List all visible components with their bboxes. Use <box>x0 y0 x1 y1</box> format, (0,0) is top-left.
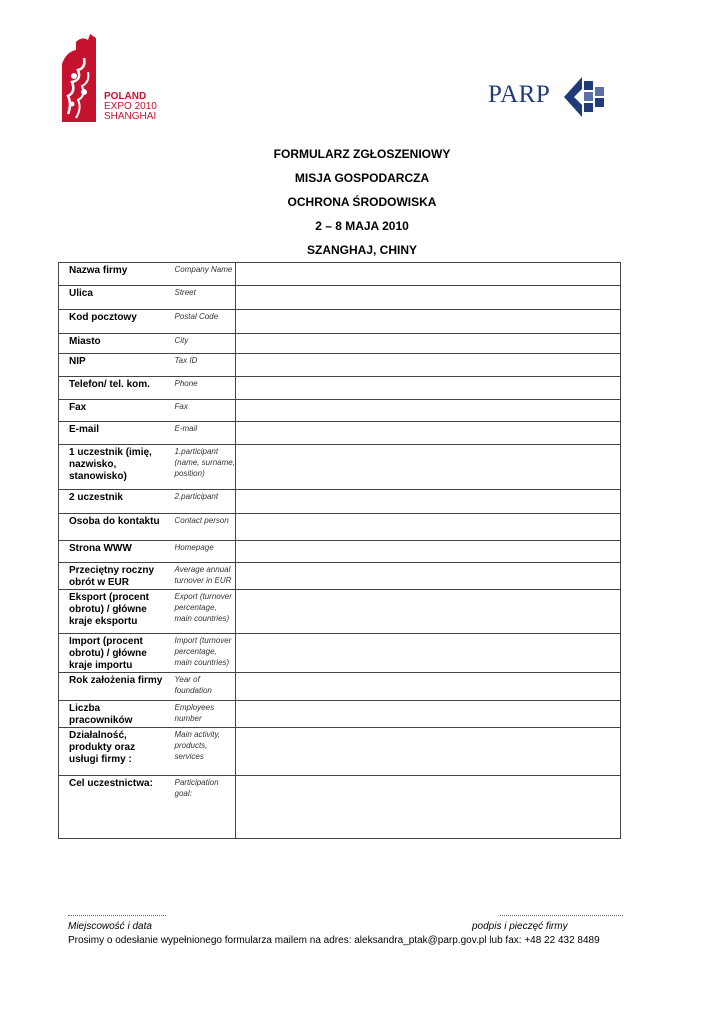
field-label-en: Homepage <box>165 541 236 563</box>
expo-logo-line1: POLAND <box>104 91 147 102</box>
parp-arrow-icon <box>560 75 606 119</box>
title-line-2: MISJA GOSPODARCZA <box>294 171 430 185</box>
signature-label: podpis i pieczęć firmy <box>472 921 568 932</box>
form-row <box>59 286 621 310</box>
expo-logo-line2: EXPO 2010 <box>104 101 157 112</box>
field-label: NIP <box>59 354 165 377</box>
field-label: Kod pocztowy <box>59 310 165 334</box>
field-label: Liczba pracowników <box>59 701 165 728</box>
foundation-year-field[interactable] <box>236 673 621 701</box>
email-field[interactable] <box>236 422 621 445</box>
field-label-en: Tax ID <box>165 354 236 377</box>
field-label: 2 uczestnik <box>59 490 165 514</box>
employees-field[interactable] <box>236 701 621 728</box>
field-label: E-mail <box>59 422 165 445</box>
street-field[interactable] <box>236 286 621 310</box>
field-label-en: Import (turnover percentage, main countries) <box>165 634 236 673</box>
form-row <box>59 776 621 839</box>
field-label: Cel uczestnictwa: <box>59 776 165 839</box>
participant-1-field[interactable] <box>236 445 621 490</box>
export-field[interactable] <box>236 590 621 634</box>
tax-id-field[interactable] <box>236 354 621 377</box>
field-label-en: Contact person <box>165 514 236 541</box>
participant-2-field[interactable] <box>236 490 621 514</box>
form-row <box>59 590 621 634</box>
parp-logo <box>488 75 608 120</box>
import-field[interactable] <box>236 634 621 673</box>
field-label: Strona WWW <box>59 541 165 563</box>
form-row <box>59 673 621 701</box>
expo-logo-line3: SHANGHAI <box>104 111 157 122</box>
place-date-line[interactable] <box>68 915 166 916</box>
form-row <box>59 701 621 728</box>
form-row <box>59 563 621 590</box>
form-row <box>59 728 621 776</box>
application-form-table <box>58 262 621 839</box>
postal-code-field[interactable] <box>236 310 621 334</box>
title-line-4: 2 – 8 MAJA 2010 <box>315 219 409 233</box>
form-row <box>59 263 621 286</box>
field-label-en: Average annual turnover in EUR <box>165 563 236 590</box>
place-date-label: Miejscowość i data <box>68 921 152 932</box>
field-label: Import (procent obrotu) / główne kraje importu <box>59 634 165 673</box>
form-row <box>59 354 621 377</box>
form-row <box>59 514 621 541</box>
form-row <box>59 541 621 563</box>
expo-emblem-icon <box>56 34 106 124</box>
form-row <box>59 422 621 445</box>
submission-notice: Prosimy o odesłanie wypełnionego formularza mailem na adres: aleksandra_ptak@parp.gov.pl lub fax: +48 22 432 8489 <box>68 935 600 946</box>
form-row <box>59 310 621 334</box>
phone-field[interactable] <box>236 377 621 400</box>
fax-field[interactable] <box>236 400 621 422</box>
field-label-en: Main activity, products, services <box>165 728 236 776</box>
field-label: Miasto <box>59 334 165 354</box>
form-row <box>59 377 621 400</box>
field-label-en: Employees number <box>165 701 236 728</box>
field-label-en: City <box>165 334 236 354</box>
form-row <box>59 490 621 514</box>
field-label: Nazwa firmy <box>59 263 165 286</box>
form-row <box>59 334 621 354</box>
poland-expo-logo <box>56 34 166 124</box>
title-line-3: OCHRONA ŚRODOWISKA <box>287 195 437 209</box>
form-row <box>59 445 621 490</box>
form-row <box>59 634 621 673</box>
annual-turnover-field[interactable] <box>236 563 621 590</box>
field-label-en: Street <box>165 286 236 310</box>
field-label-en: Export (turnover percentage, main countries) <box>165 590 236 634</box>
main-activity-field[interactable] <box>236 728 621 776</box>
field-label-en: 2.participant <box>165 490 236 514</box>
title-line-1: FORMULARZ ZGŁOSZENIOWY <box>273 147 451 161</box>
field-label: 1 uczestnik (imię, nazwisko, stanowisko) <box>59 445 165 490</box>
field-label: Osoba do kontaktu <box>59 514 165 541</box>
field-label: Działalność, produkty oraz usługi firmy : <box>59 728 165 776</box>
field-label: Telefon/ tel. kom. <box>59 377 165 400</box>
field-label-en: E-mail <box>165 422 236 445</box>
field-label: Przeciętny roczny obrót w EUR <box>59 563 165 590</box>
company-name-field[interactable] <box>236 263 621 286</box>
field-label-en: Fax <box>165 400 236 422</box>
parp-logo-text: PARP <box>488 81 551 108</box>
field-label-en: Company Name <box>165 263 236 286</box>
city-field[interactable] <box>236 334 621 354</box>
form-title <box>0 147 724 267</box>
form-row <box>59 400 621 422</box>
field-label: Eksport (procent obrotu) / główne kraje eksportu <box>59 590 165 634</box>
contact-person-field[interactable] <box>236 514 621 541</box>
field-label-en: Postal Code <box>165 310 236 334</box>
field-label: Fax <box>59 400 165 422</box>
participation-goal-field[interactable] <box>236 776 621 839</box>
field-label-en: Phone <box>165 377 236 400</box>
signature-line[interactable] <box>500 915 623 916</box>
field-label-en: Year of foundation <box>165 673 236 701</box>
field-label-en: 1.participant (name, surname, position) <box>165 445 236 490</box>
homepage-field[interactable] <box>236 541 621 563</box>
title-line-5: SZANGHAJ, CHINY <box>306 243 417 257</box>
field-label-en: Participation goal: <box>165 776 236 839</box>
field-label: Ulica <box>59 286 165 310</box>
field-label: Rok założenia firmy <box>59 673 165 701</box>
